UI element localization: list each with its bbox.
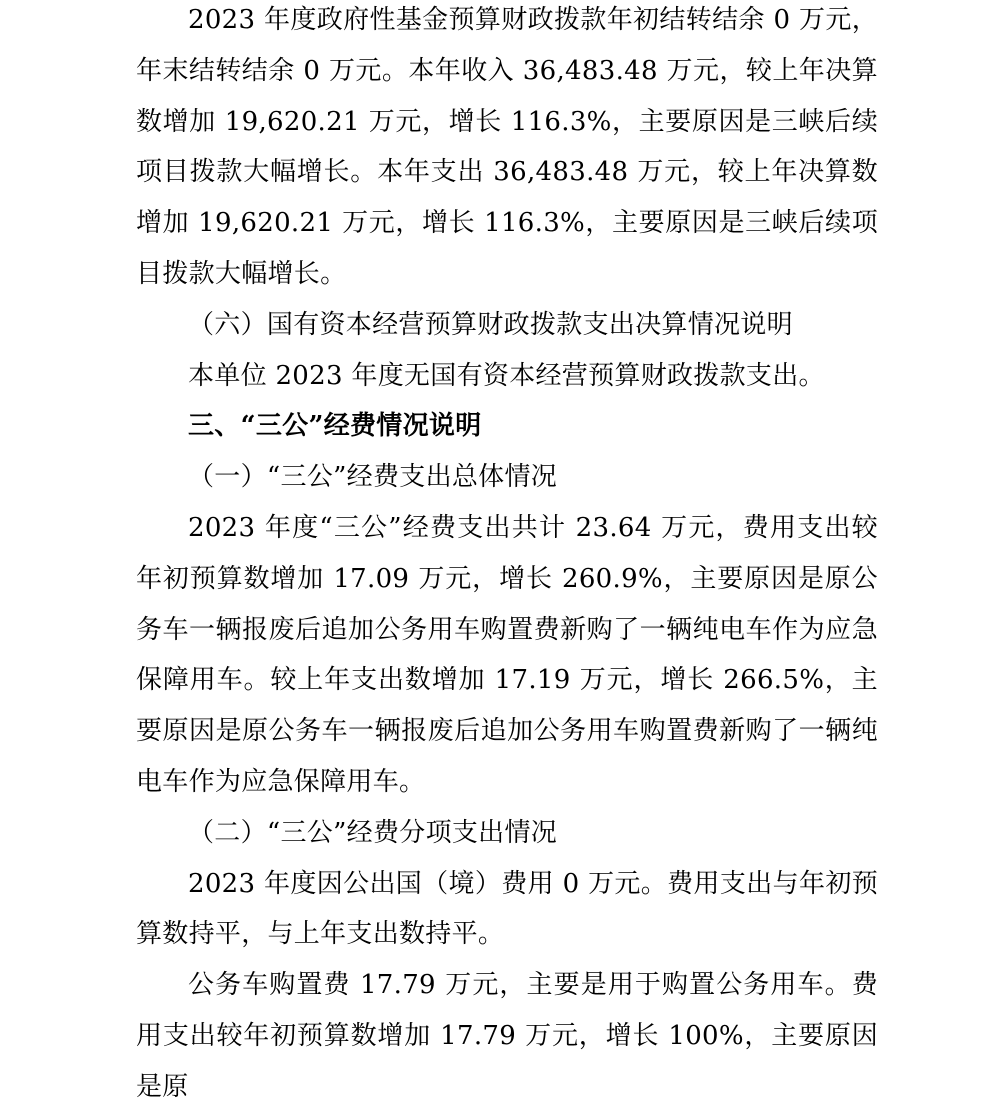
paragraph-no-state-capital-expenditure: 本单位 2023 年度无国有资本经营预算财政拨款支出。 [188, 360, 825, 391]
document-body [136, 0, 878, 1113]
paragraph-vehicle-purchase: 公务车购置费 17.79 万元，主要是用于购置公务用车。费用支出较年初预算数增加 17.79 万元，增长 100%，主要原因是原 [136, 970, 878, 1102]
subsection-heading-itemized: （二）“三公”经费分项支出情况 [188, 817, 558, 848]
paragraph-overall-expenses: 2023 年度“三公”经费支出共计 23.64 万元，费用支出较年初预算数增加 17.09 万元，增长 260.9%，主要原因是原公务车一辆报废后追加公务用车购置费新购了一辆纯电车作为应急保障用车。较上年支出数增加 17.19 万元，增长 266.5%，主要原因是原公务车一辆报废后追加公务用车购置费新购了一辆纯电车作为应急保障用车。 [136, 512, 878, 797]
paragraph-government-fund-budget: 2023 年度政府性基金预算财政拨款年初结转结余 0 万元，年末结转结余 0 万元。本年收入 36,483.48 万元，较上年决算数增加 19,620.21 万元，增长 116.3%，主要原因是三峡后续项目拨款大幅增长。本年支出 36,483.48 万元，较上年决算数增加 19,620.21 万元，增长 116.3%，主要原因是三峡后续项目拨款大幅增长。 [136, 5, 878, 289]
paragraph-overseas-travel: 2023 年度因公出国（境）费用 0 万元。费用支出与年初预算数持平，与上年支出数持平。 [136, 868, 878, 950]
section-heading-three-public-expenses: 三、“三公”经费情况说明 [188, 411, 482, 442]
subsection-heading-overall: （一）“三公”经费支出总体情况 [188, 462, 558, 493]
section-heading-state-capital: （六）国有资本经营预算财政拨款支出决算情况说明 [188, 309, 793, 340]
